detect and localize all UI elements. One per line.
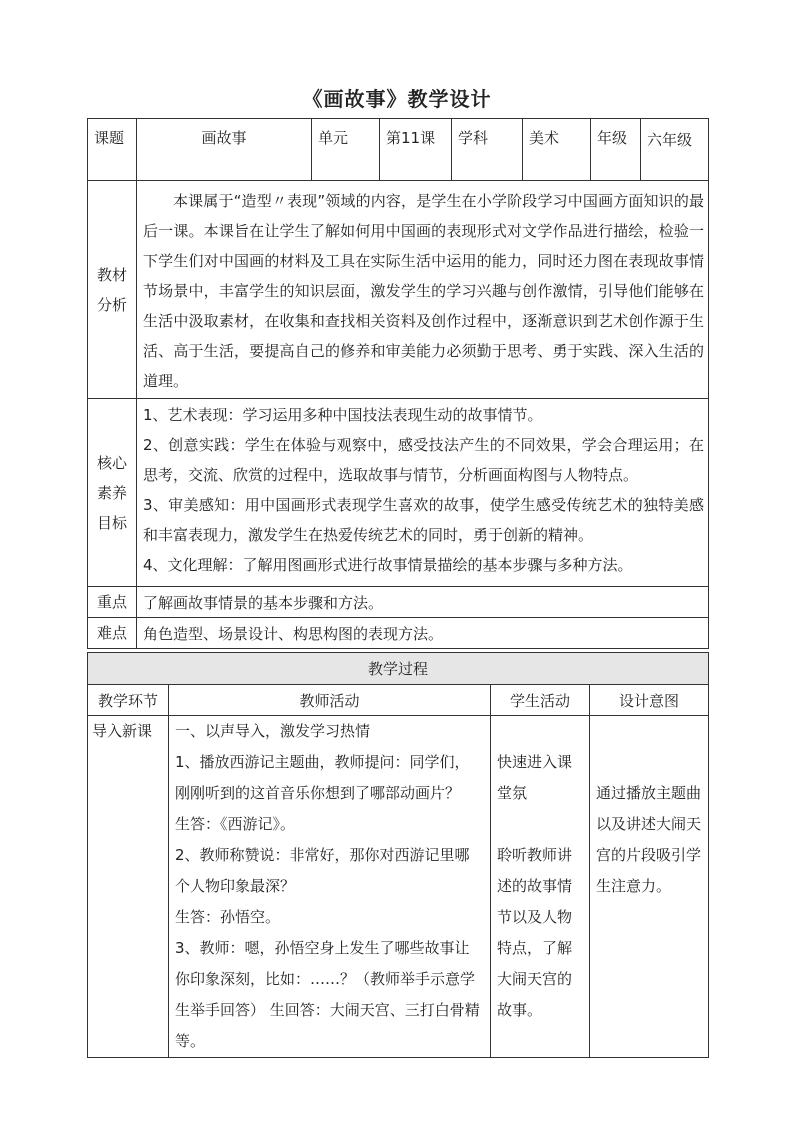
teacher-step: 生答：《西游记》。 — [175, 815, 296, 833]
difficulty-label: 难点 — [88, 618, 137, 649]
stage-cell: 导入新课 — [88, 716, 169, 1058]
student-step: 聆听教师讲述的故事情节以及人物特点，了解大闹天宫的故事。 — [497, 846, 573, 1019]
analysis-text: 本课属于“造型〃表现”领域的内容，是学生在小学阶段学习中国画方面知识的最后一课。本课旨在让学生了解如何用中国画的表现形式对文学作品进行描绘，检验一下学生们对中国画的材料及工具在实际生活中运用的能力，同时还力图在表现故事情节场景中，丰富学生的知识层面，激发学生的学习兴趣与创作激情，引导他们能够在生活中汲取素材，在收集和查找相关资料及创作过程中，逐渐意识到艺术创作源于生活、高于生活，要提高自己的修养和审美能力必须勤于思考、勇于实践、深入生活的道理。 — [137, 181, 709, 399]
difficulty-text: 角色造型、场景设计、构思构图的表现方法。 — [137, 618, 709, 649]
core-objectives — [137, 399, 709, 587]
topic-value: 画故事 — [137, 119, 312, 181]
process-title: 教学过程 — [88, 653, 709, 685]
header-intent: 设计意图 — [590, 685, 709, 716]
core-item: 1、艺术表现：学习运用多种中国技法表现生动的故事情节。 — [143, 406, 543, 424]
teacher-step: 1、播放西游记主题曲，教师提问：同学们，刚刚听到的这首音乐你想到了哪部动画片？ — [175, 753, 470, 802]
topic-label: 课题 — [88, 119, 137, 181]
grade-label: 年级 — [591, 119, 641, 181]
teacher-step: 生答：孙悟空。 — [175, 908, 281, 926]
teacher-step: 3、教师：嗯，孙悟空身上发生了哪些故事让你印象深刻，比如：……？（教师举手示意学生举手回答） 生回答：大闹天宫、三打白骨精等。 — [175, 939, 480, 1050]
core-item: 2、创意实践：学生在体验与观察中，感受技法产生的不同效果，学会合理运用；在思考，交流、欣赏的过程中，选取故事与情节，分析画面构图与人物特点。 — [143, 436, 704, 484]
student-step: 快速进入课堂氛 — [497, 753, 573, 802]
core-item: 4、文化理解：了解用图画形式进行故事情景描绘的基本步骤与多种方法。 — [143, 556, 633, 574]
teacher-step: 一、以声导入，激发学习热情 — [175, 722, 371, 740]
key-point-text: 了解画故事情景的基本步骤和方法。 — [137, 587, 709, 618]
teacher-activity — [169, 716, 491, 1058]
process-table — [87, 652, 709, 1058]
student-activity — [491, 716, 590, 1058]
key-point-label: 重点 — [88, 587, 137, 618]
document-title: 《画故事》教学设计 — [302, 87, 492, 111]
header-student: 学生活动 — [491, 685, 590, 716]
lesson-info-table — [87, 118, 709, 649]
header-stage: 教学环节 — [88, 685, 169, 716]
unit-value: 第11课 — [380, 119, 452, 181]
core-label: 核心素养目标 — [88, 399, 137, 587]
design-intent: 通过播放主题曲以及讲述大闹天宫的片段吸引学生注意力。 — [590, 716, 709, 1058]
unit-label: 单元 — [312, 119, 380, 181]
core-item: 3、审美感知：用中国画形式表现学生喜欢的故事，使学生感受传统艺术的独特美感和丰富表现力，激发学生在热爱传统艺术的同时，勇于创新的精神。 — [143, 496, 704, 544]
subject-label: 学科 — [452, 119, 523, 181]
header-teacher: 教师活动 — [169, 685, 491, 716]
teacher-step: 2、教师称赞说：非常好，那你对西游记里哪个人物印象最深？ — [175, 846, 470, 895]
analysis-label: 教材分析 — [88, 181, 137, 399]
grade-value: 六年级 — [641, 119, 709, 181]
subject-value: 美术 — [523, 119, 591, 181]
